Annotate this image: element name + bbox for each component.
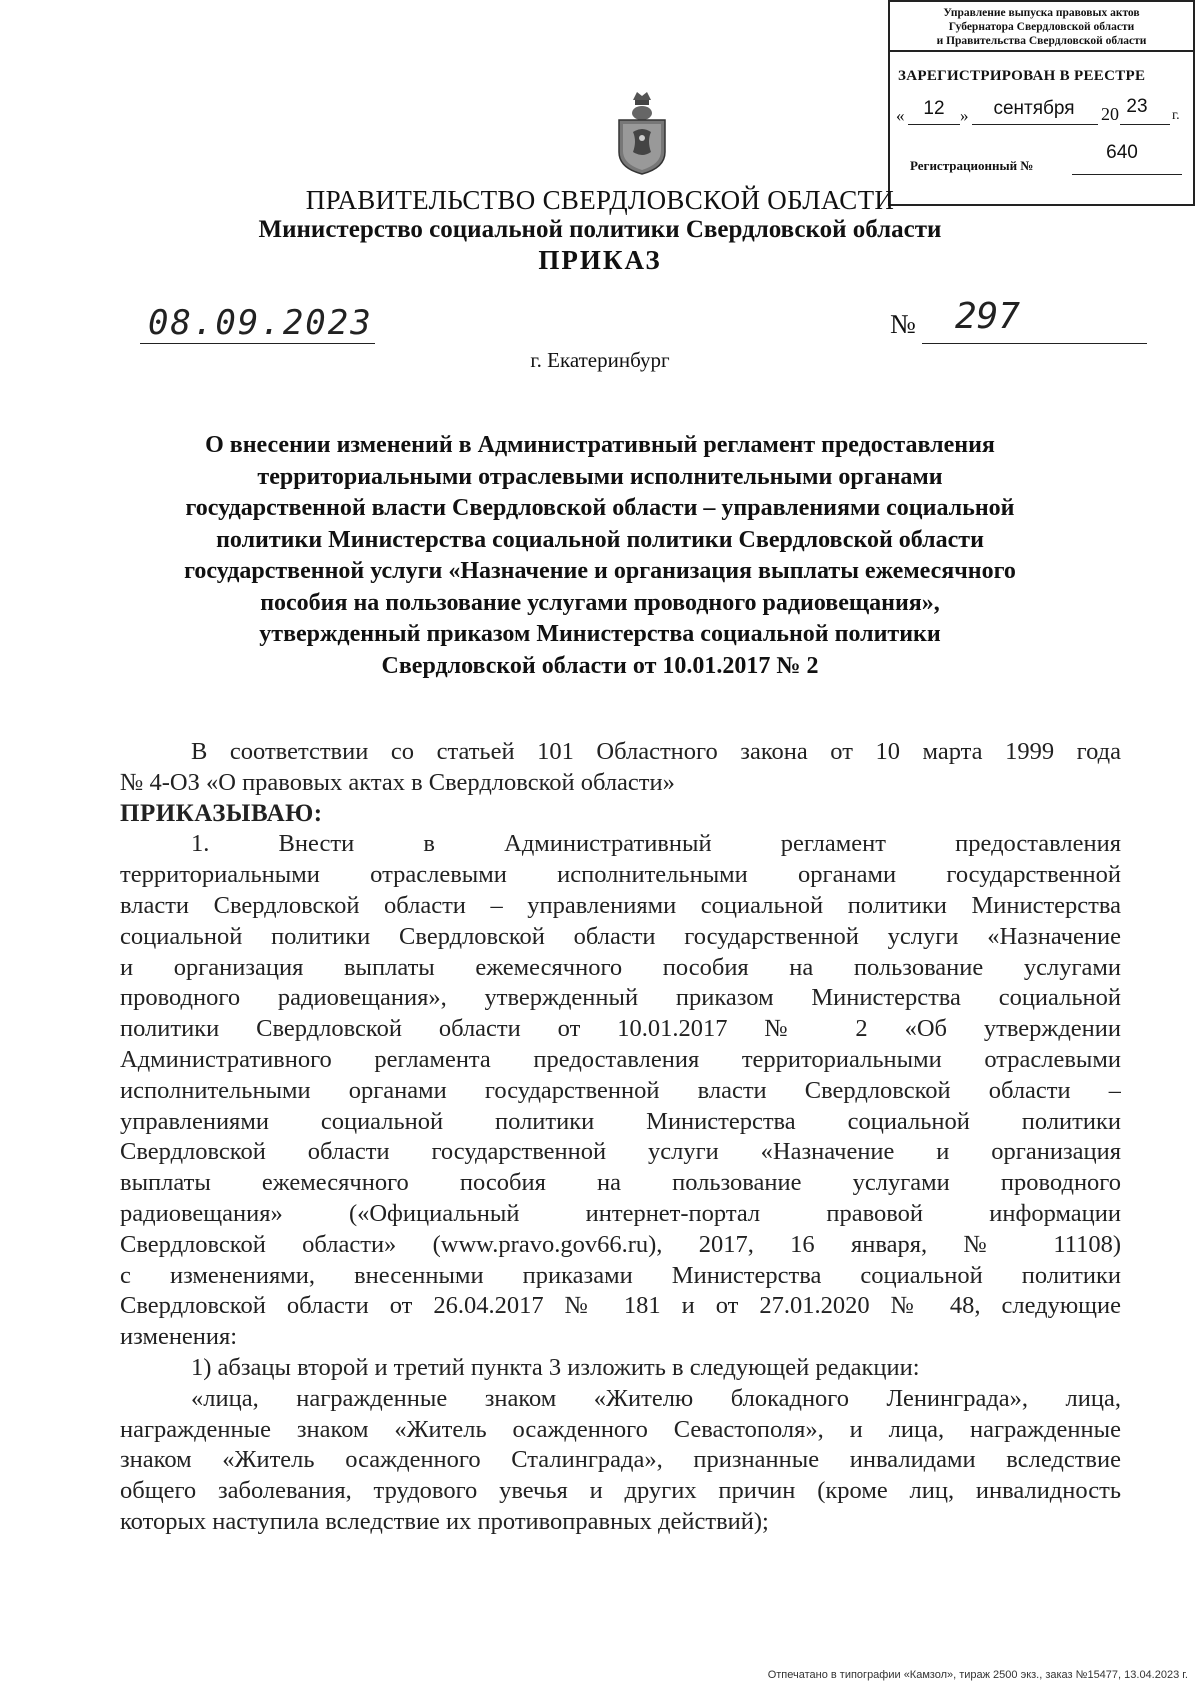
title-line: утвержденный приказом Министерства социальной политики xyxy=(259,621,941,647)
stamp-day-line xyxy=(908,124,960,125)
preamble-line: В соответствии со статьей 101 Областного закона от 10 марта 1999 года xyxy=(191,738,1121,765)
title-line: Свердловской области от 10.01.2017 № 2 xyxy=(381,652,819,679)
quote-line: награжденные знаком «Житель осажденного Севастополя», и лица, награжденные xyxy=(120,1415,1121,1443)
title-line: О внесении изменений в Административный регламент предоставления xyxy=(205,432,995,458)
stamp-open-quote: « xyxy=(896,106,905,125)
order-number-underline xyxy=(922,343,1147,344)
item1-line: территориальными отраслевыми исполнительными органами государственной xyxy=(120,861,1121,889)
quote-line: которых наступила вследствие их противоправных действий); xyxy=(120,1507,769,1535)
stamp-header-line: и Правительства Свердловской области xyxy=(936,35,1147,47)
order-date-underline xyxy=(140,343,375,344)
stamp-header xyxy=(890,2,1193,52)
title-line: политики Министерства социальной политики Свердловской области xyxy=(216,526,984,553)
item1-line: выплаты ежемесячного пособия на пользование услугами проводного xyxy=(120,1169,1121,1197)
orders-word: ПРИКАЗЫВАЮ: xyxy=(120,799,323,827)
item1-line: социальной политики Свердловской области государственной услуги «Назначение xyxy=(120,922,1121,950)
stamp-day: 12 xyxy=(923,98,945,119)
title-line: государственной услуги «Назначение и организация выплаты ежемесячного xyxy=(184,558,1016,584)
document-body xyxy=(120,737,1121,1538)
item1-line: управлениями социальной политики Министерства социальной политики xyxy=(120,1107,1121,1135)
item1-line: политики Свердловской области от 10.01.2017 № 2 «Об утверждении xyxy=(120,1015,1121,1043)
item1-line: 1. Внести в Административный регламент предоставления xyxy=(191,830,1121,858)
order-number: 297 xyxy=(955,296,1021,337)
coat-of-arms-icon xyxy=(613,86,671,176)
quote-line: знаком «Житель осажденного Сталинграда», признанные инвалидами вследствие xyxy=(120,1446,1121,1474)
registration-stamp xyxy=(888,0,1195,206)
city: г. Екатеринбург xyxy=(530,348,670,372)
print-footer: Отпечатано в типографии «Камзол», тираж 2500 экз., заказ №15477, 13.04.2023 г. xyxy=(767,1669,1188,1681)
quote-line: «лица, награжденные знаком «Жителю блокадного Ленинграда», лица, xyxy=(191,1384,1121,1412)
item1-line: власти Свердловской области – управлениями социальной политики Министерства xyxy=(120,891,1121,919)
stamp-year-mark: г. xyxy=(1172,108,1180,123)
document-type: ПРИКАЗ xyxy=(538,245,662,275)
item1-line: и организация выплаты ежемесячного пособия на пользование услугами xyxy=(120,953,1121,981)
stamp-reg-label: Регистрационный № xyxy=(910,158,1034,173)
stamp-year: 23 xyxy=(1126,96,1148,117)
stamp-year-prefix: 20 xyxy=(1101,104,1119,124)
stamp-year-line xyxy=(1120,124,1170,125)
stamp-header-line: Губернатора Свердловской области xyxy=(948,21,1135,33)
item1-line: радиовещания» («Официальный интернет-портал правовой информации xyxy=(120,1199,1121,1227)
preamble-line: № 4-ОЗ «О правовых актах в Свердловской области» xyxy=(120,768,675,796)
item1-line: с изменениями, внесенными приказами Министерства социальной политики xyxy=(120,1261,1121,1289)
item1-line: проводного радиовещания», утвержденный приказом Министерства социальной xyxy=(120,984,1121,1012)
title-line: территориальными отраслевыми исполнительными органами xyxy=(257,463,943,490)
stamp-reg-number: 640 xyxy=(1106,142,1138,163)
document-title xyxy=(110,430,1090,682)
item1-line: Свердловской области государственной услуги «Назначение и организация xyxy=(120,1138,1121,1166)
title-line: государственной власти Свердловской области – управлениями социальной xyxy=(185,495,1015,521)
item1-line: Свердловской области от 26.04.2017 № 181 и от 27.01.2020 № 48, следующие xyxy=(120,1292,1121,1320)
item1-line: исполнительными органами государственной власти Свердловской области – xyxy=(120,1076,1121,1104)
stamp-registered-label: ЗАРЕГИСТРИРОВАН В РЕЕСТРЕ xyxy=(898,68,1146,84)
item1-line: Административного регламента предоставления территориальными отраслевыми xyxy=(120,1045,1121,1073)
order-number-label: № xyxy=(890,309,916,339)
stamp-month-line xyxy=(972,124,1098,125)
stamp-close-quote: » xyxy=(960,106,969,125)
quote-line: общего заболевания, трудового увечья и других причин (кроме лиц, инвалидность xyxy=(120,1477,1121,1505)
ministry-name: Министерство социальной политики Свердловской области xyxy=(258,216,942,243)
item1-line: изменения: xyxy=(120,1323,238,1351)
subitem1-line: 1) абзацы второй и третий пункта 3 изложить в следующей редакции: xyxy=(191,1353,920,1381)
title-line: пособия на пользование услугами проводного радиовещания», xyxy=(260,589,940,616)
government-name: ПРАВИТЕЛЬСТВО СВЕРДЛОВСКОЙ ОБЛАСТИ xyxy=(305,185,895,215)
stamp-reg-line xyxy=(1072,174,1182,175)
stamp-month: сентября xyxy=(993,98,1075,119)
item1-line: Свердловской области» (www.pravo.gov66.ru), 2017, 16 января, № 11108) xyxy=(120,1230,1121,1258)
order-date: 08.09.2023 xyxy=(148,303,373,343)
stamp-header-line: Управление выпуска правовых актов xyxy=(943,7,1140,19)
